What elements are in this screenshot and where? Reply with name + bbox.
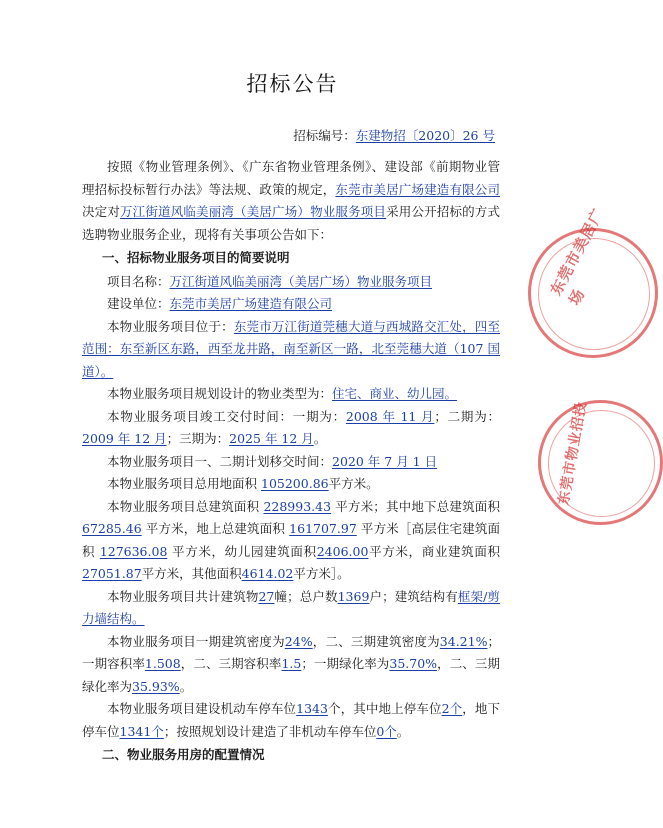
bidding-office-seal — [538, 400, 663, 525]
intro-organization: 东莞市美居广场建造有限公司 — [335, 181, 500, 197]
density-text-5: ，二、三期绿化率为 — [82, 656, 500, 694]
far-phase-23: 1.5 — [281, 656, 302, 671]
buildings-text-2: 户；建筑结构有 — [369, 588, 458, 604]
area-text-2: 平方米，地上总建筑面积 — [145, 521, 286, 536]
phase-2-date: 2009 年 12 月 — [82, 431, 167, 446]
density-label: 本物业服务项目一期建筑密度为 — [107, 633, 285, 649]
phase-3-date: 2025 年 12 月 — [229, 431, 314, 446]
parking-total: 1343 — [296, 701, 328, 716]
completion-text-2: ；三期为： — [166, 431, 230, 446]
intro-text-3: 采用公开招标的方式选聘物业服务企业，现将有关事项公告如下： — [82, 204, 500, 242]
area-commercial: 27051.87 — [82, 566, 142, 581]
area-text-5: 平方米，商业建筑面积 — [368, 543, 500, 559]
area-text-3: 平方米［高层住宅建筑面积 — [82, 521, 500, 559]
location-label: 本物业服务项目位于： — [107, 318, 234, 334]
location-line — [82, 316, 500, 384]
handover-label: 本物业服务项目一、二期计划移交时间： — [107, 453, 333, 469]
phase-1-date: 2008 年 11 月 — [345, 408, 435, 424]
completion-line — [82, 406, 500, 451]
document-number — [293, 126, 495, 144]
section-1-heading: 一、招标物业服务项目的简要说明 — [102, 250, 290, 265]
buildings-count: 27 — [258, 588, 275, 604]
land-area-unit: 平方米。 — [328, 476, 379, 491]
completion-text-1: ；二期为： — [434, 408, 500, 424]
builder-value: 东莞市美居广场建造有限公司 — [169, 296, 333, 311]
intro-text-1: 按照《物业管理条例》、《广东省物业管理条例》、建设部《前期物业管理招标投标暂行办法》等法规、政策的规定， — [82, 159, 500, 197]
far-phase-1: 1.508 — [144, 656, 181, 671]
land-area-line — [82, 473, 500, 496]
page-title: 招标公告 — [246, 72, 339, 96]
parking-text-2: ，地下停车位 — [82, 701, 500, 739]
buildings-text-1: 幢；总户数 — [274, 588, 338, 604]
density-line — [82, 631, 500, 699]
property-type-line — [82, 383, 500, 406]
intro-text-2: 决定对 — [82, 204, 121, 219]
completion-label: 本物业服务项目竣工交付时间：一期为： — [107, 408, 346, 424]
density-text-3: ，二、三期容积率 — [180, 656, 282, 671]
handover-line — [82, 451, 500, 474]
builder-label: 建设单位： — [107, 296, 170, 311]
parking-line — [82, 698, 500, 743]
document-body — [82, 156, 500, 768]
parking-aboveground: 2个 — [441, 701, 463, 716]
households-count: 1369 — [337, 588, 370, 604]
parking-non-motor: 0个 — [376, 723, 397, 739]
area-text-7: 平方米］。 — [293, 566, 350, 581]
density-phase-23: 34.21% — [439, 633, 488, 649]
area-kindergarten: 2406.00 — [316, 543, 369, 559]
parking-text-4: 。 — [396, 723, 410, 739]
parking-underground: 1341个 — [119, 723, 164, 739]
location-value: 东莞市万江街道莞穗大道与西城路交汇处，四至范围：东至新区东路，西至龙井路，南至新区一路，北至莞穗大道（107 国道）。 — [82, 318, 500, 379]
project-name-line — [82, 271, 500, 294]
area-total: 228993.43 — [263, 498, 332, 514]
company-seal — [528, 205, 658, 358]
parking-text-3: ；按照规划设计建造了非机动车停车位 — [163, 723, 377, 739]
area-text-6: 平方米，其他面积 — [141, 566, 242, 581]
property-type-label: 本物业服务项目规划设计的物业类型为： — [107, 386, 333, 401]
document-number-value: 东建物招〔2020〕26 号 — [355, 128, 495, 143]
handover-value: 2020 年 7 月 1 日 — [332, 453, 438, 469]
intro-project: 万江街道风临美丽湾（美居广场）物业服务项目 — [120, 204, 387, 219]
density-text-4: ；一期绿化率为 — [301, 656, 390, 671]
area-text-1: 平方米；其中地下总建筑面积 — [335, 498, 500, 514]
green-phase-1: 35.70% — [389, 656, 438, 671]
land-area-label: 本物业服务项目总用地面积 — [107, 476, 258, 491]
company-seal-text: 东莞市美居广场 — [546, 205, 608, 309]
structure-type: 框架/剪力墙结构。 — [82, 588, 500, 626]
land-area-value: 105200.86 — [261, 476, 329, 491]
area-text-4: 平方米，幼儿园建筑面积 — [172, 543, 317, 559]
section-2-heading: 二、物业服务用房的配置情况 — [102, 747, 265, 762]
area-underground: 67285.46 — [82, 521, 142, 536]
area-residential: 127636.08 — [99, 543, 168, 559]
density-text-6: 。 — [179, 678, 193, 694]
property-type-value: 住宅、商业、幼儿园。 — [332, 386, 458, 401]
bidding-office-seal-text: 东莞市物业招投 — [555, 400, 590, 507]
density-text-2: ；一期容积率 — [82, 633, 500, 671]
density-text-1: ，二、三期建筑密度为 — [312, 633, 440, 649]
buildings-label: 本物业服务项目共计建筑物 — [107, 588, 259, 604]
area-aboveground: 161707.97 — [289, 521, 357, 536]
parking-text-1: 个，其中地上停车位 — [327, 701, 442, 716]
project-name-value: 万江街道风临美丽湾（美居广场）物业服务项目 — [169, 273, 433, 289]
document-number-label: 招标编号： — [293, 128, 356, 143]
density-phase-1: 24% — [284, 633, 313, 649]
area-other: 4614.02 — [241, 566, 294, 581]
project-name-label: 项目名称： — [107, 273, 170, 289]
builder-line — [82, 293, 500, 316]
buildings-line — [82, 586, 500, 631]
completion-text-end: 。 — [313, 431, 327, 446]
area-label: 本物业服务项目总建筑面积 — [107, 498, 260, 514]
green-phase-23: 35.93% — [132, 678, 180, 694]
intro-paragraph — [82, 156, 500, 246]
building-area-line — [82, 496, 500, 586]
parking-label: 本物业服务项目建设机动车停车位 — [107, 701, 297, 716]
